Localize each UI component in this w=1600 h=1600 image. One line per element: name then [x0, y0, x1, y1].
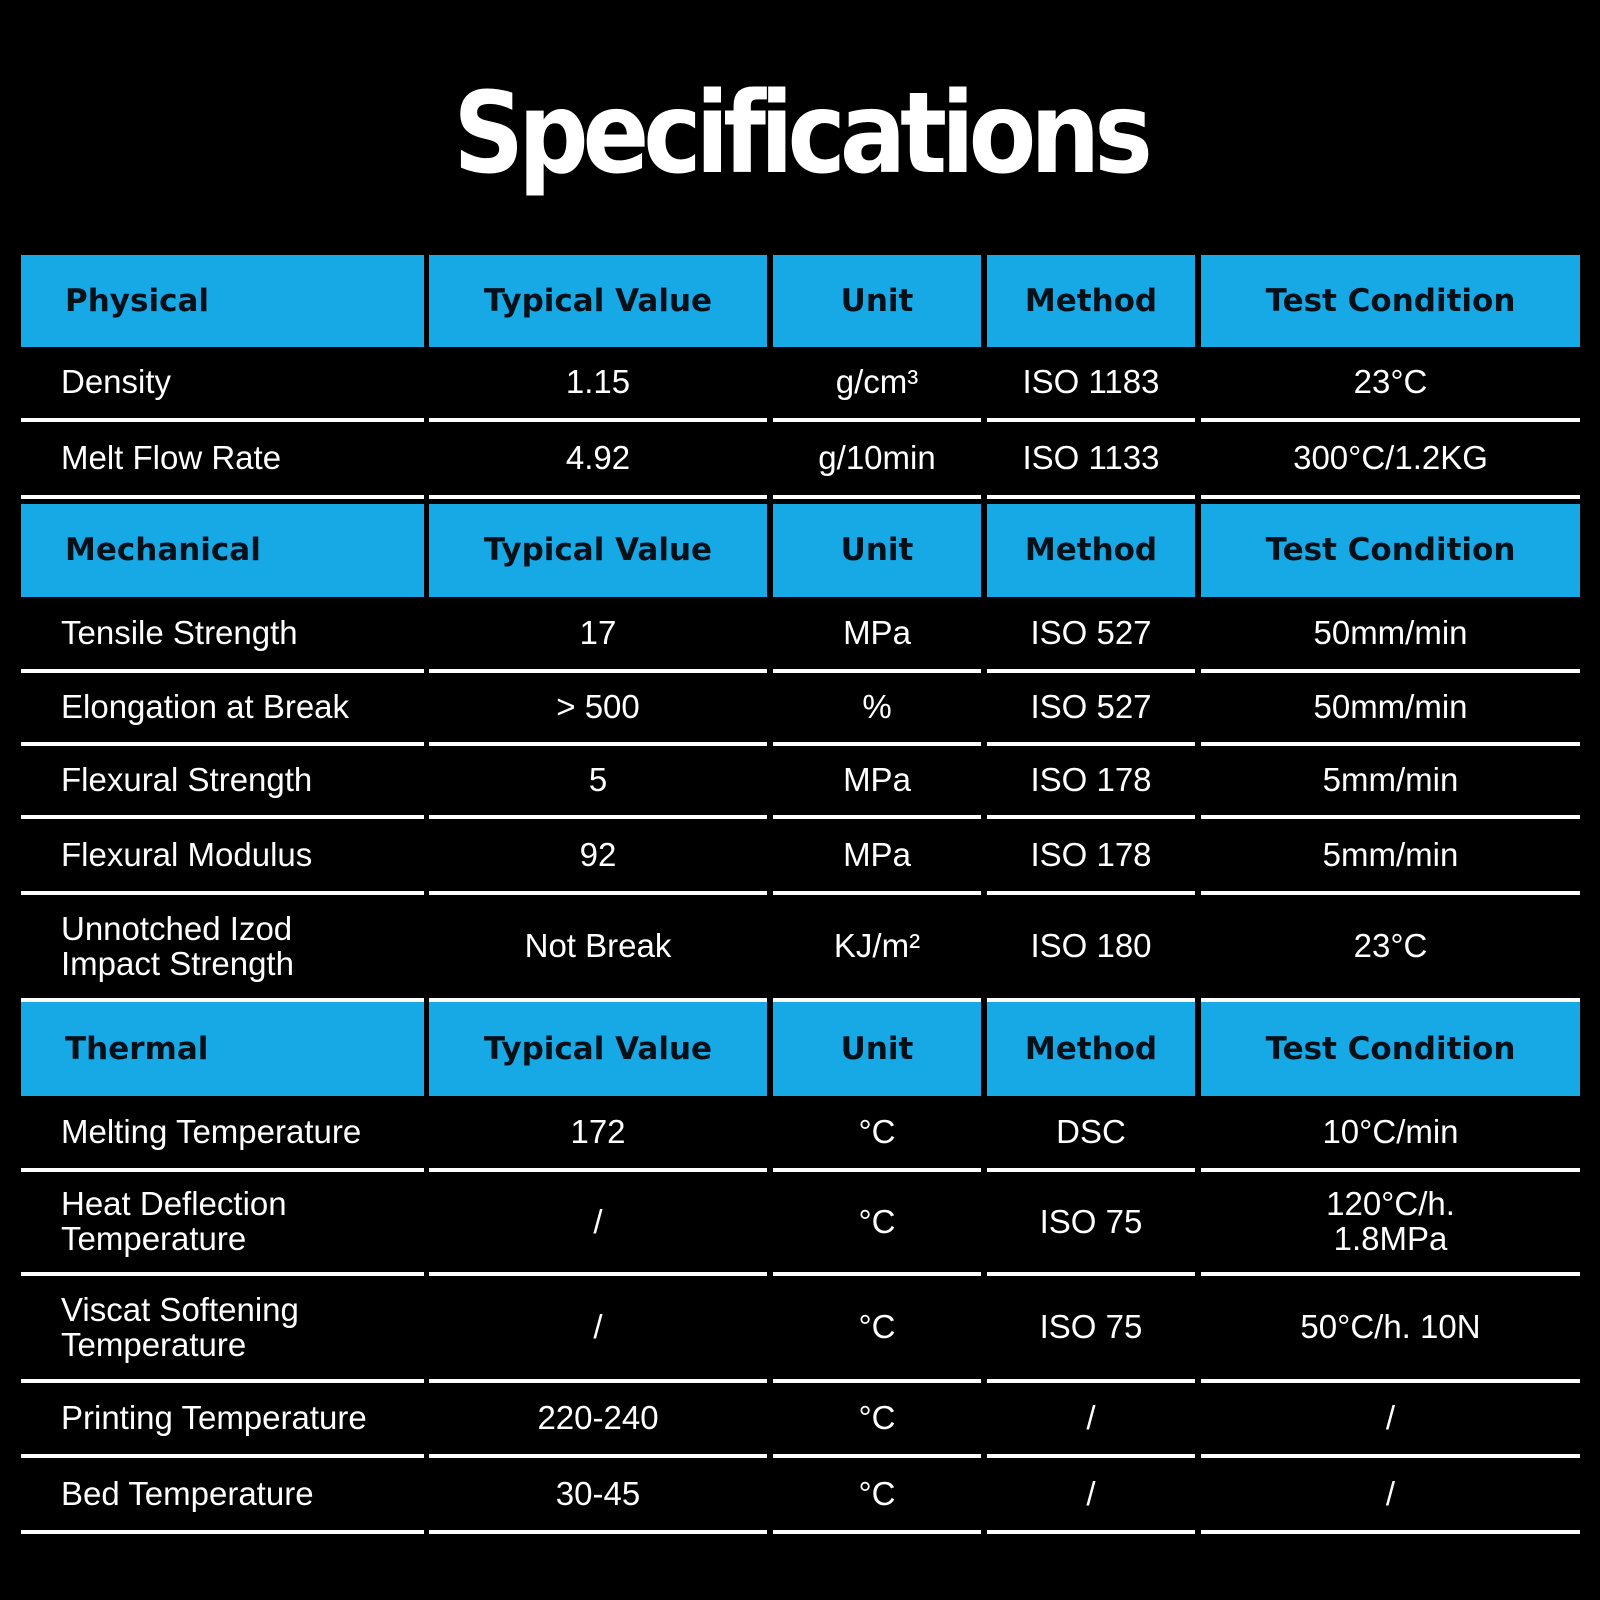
cell-unit: °C: [773, 1458, 981, 1534]
header-label: Mechanical: [21, 504, 424, 597]
cell-unit: °C: [773, 1172, 981, 1276]
cell-unit: g/10min: [773, 422, 981, 499]
header-typical-value: Typical Value: [429, 1002, 767, 1096]
cell-method: ISO 527: [987, 597, 1195, 673]
cell-label: Unnotched Izod Impact Strength: [21, 895, 424, 1002]
cell-label: Bed Temperature: [21, 1458, 424, 1534]
cell-label: Elongation at Break: [21, 673, 424, 746]
cell-typical-value: 1.15: [429, 347, 767, 422]
cell-method: ISO 178: [987, 819, 1195, 895]
header-typical-value: Typical Value: [429, 504, 767, 597]
cell-label: Melt Flow Rate: [21, 422, 424, 499]
cell-label: Melting Temperature: [21, 1096, 424, 1172]
cell-test-condition: 50°C/h. 10N: [1201, 1276, 1580, 1383]
header-label: Physical: [21, 255, 424, 347]
cell-typical-value: 92: [429, 819, 767, 895]
cell-test-condition: 50mm/min: [1201, 597, 1580, 673]
cell-label: Flexural Strength: [21, 746, 424, 819]
cell-unit: KJ/m²: [773, 895, 981, 1002]
page-title: Specifications: [453, 69, 1147, 199]
header-typical-value: Typical Value: [429, 255, 767, 347]
cell-typical-value: > 500: [429, 673, 767, 746]
cell-typical-value: 30-45: [429, 1458, 767, 1534]
cell-unit: %: [773, 673, 981, 746]
cell-typical-value: 5: [429, 746, 767, 819]
header-unit: Unit: [773, 255, 981, 347]
cell-label: Tensile Strength: [21, 597, 424, 673]
cell-method: /: [987, 1383, 1195, 1458]
cell-typical-value: Not Break: [429, 895, 767, 1002]
header-test-condition: Test Condition: [1201, 504, 1580, 597]
header-test-condition: Test Condition: [1201, 1002, 1580, 1096]
cell-test-condition: 300°C/1.2KG: [1201, 422, 1580, 499]
cell-unit: MPa: [773, 597, 981, 673]
header-method: Method: [987, 1002, 1195, 1096]
header-label: Thermal: [21, 1002, 424, 1096]
cell-test-condition: 50mm/min: [1201, 673, 1580, 746]
cell-typical-value: 172: [429, 1096, 767, 1172]
cell-method: ISO 75: [987, 1276, 1195, 1383]
cell-method: ISO 1183: [987, 347, 1195, 422]
cell-method: ISO 527: [987, 673, 1195, 746]
cell-typical-value: /: [429, 1276, 767, 1383]
cell-test-condition: 5mm/min: [1201, 746, 1580, 819]
cell-method: ISO 1133: [987, 422, 1195, 499]
cell-test-condition: 10°C/min: [1201, 1096, 1580, 1172]
cell-method: ISO 178: [987, 746, 1195, 819]
header-test-condition: Test Condition: [1201, 255, 1580, 347]
cell-unit: °C: [773, 1096, 981, 1172]
cell-test-condition: /: [1201, 1383, 1580, 1458]
cell-method: ISO 75: [987, 1172, 1195, 1276]
cell-typical-value: 220-240: [429, 1383, 767, 1458]
cell-method: ISO 180: [987, 895, 1195, 1002]
cell-test-condition: 120°C/h. 1.8MPa: [1201, 1172, 1580, 1276]
cell-method: /: [987, 1458, 1195, 1534]
cell-unit: MPa: [773, 819, 981, 895]
header-method: Method: [987, 504, 1195, 597]
cell-typical-value: /: [429, 1172, 767, 1276]
cell-unit: g/cm³: [773, 347, 981, 422]
cell-test-condition: 23°C: [1201, 347, 1580, 422]
cell-test-condition: 23°C: [1201, 895, 1580, 1002]
cell-method: DSC: [987, 1096, 1195, 1172]
cell-label: Flexural Modulus: [21, 819, 424, 895]
cell-unit: °C: [773, 1276, 981, 1383]
cell-label: Density: [21, 347, 424, 422]
header-unit: Unit: [773, 1002, 981, 1096]
header-unit: Unit: [773, 504, 981, 597]
header-method: Method: [987, 255, 1195, 347]
cell-unit: °C: [773, 1383, 981, 1458]
cell-unit: MPa: [773, 746, 981, 819]
cell-test-condition: /: [1201, 1458, 1580, 1534]
cell-typical-value: 17: [429, 597, 767, 673]
cell-test-condition: 5mm/min: [1201, 819, 1580, 895]
cell-typical-value: 4.92: [429, 422, 767, 499]
cell-label: Heat Deflection Temperature: [21, 1172, 424, 1276]
cell-label: Printing Temperature: [21, 1383, 424, 1458]
cell-label: Viscat Softening Temperature: [21, 1276, 424, 1383]
